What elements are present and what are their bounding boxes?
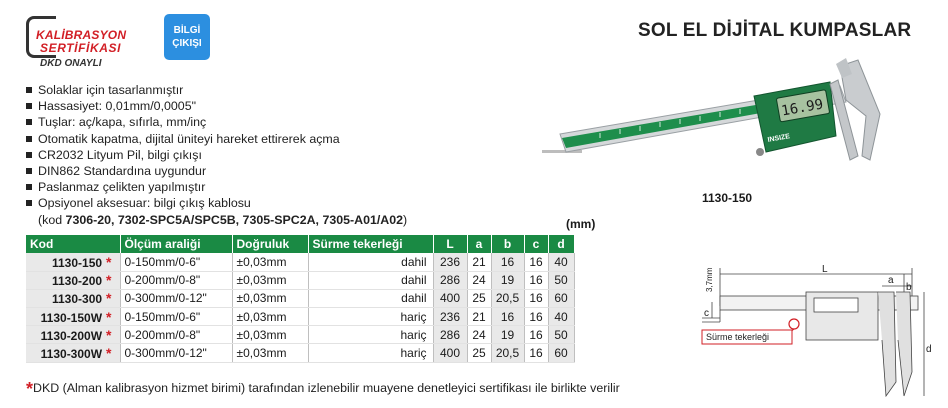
cell-code (26, 289, 120, 307)
cell-code (26, 253, 120, 271)
cell-accuracy: ±0,03mm (232, 271, 308, 289)
cell-accuracy: ±0,03mm (232, 308, 308, 326)
cell-d: 40 (548, 308, 574, 326)
dim-label-a: a (888, 275, 894, 286)
cell-l: 400 (433, 344, 467, 362)
calibration-badge (26, 16, 148, 60)
cell-c: 16 (524, 344, 548, 362)
caliper-product-image (540, 56, 890, 186)
header-L: L (433, 235, 467, 253)
cell-wheel: dahil (308, 289, 433, 307)
feature-list (26, 82, 407, 228)
cell-a: 25 (467, 289, 491, 307)
certificate-star: * (106, 308, 112, 325)
cell-l: 286 (433, 271, 467, 289)
product-code: 1130-200 (51, 274, 103, 289)
data-output-line1: BİLGİ (173, 25, 201, 36)
cell-c: 16 (524, 253, 548, 271)
product-code: 1130-150 (51, 255, 103, 270)
cell-wheel: dahil (308, 271, 433, 289)
brand-logo: INSIZE (767, 133, 791, 144)
cell-d: 40 (548, 253, 574, 271)
header-a: a (467, 235, 491, 253)
product-code: 1130-150W (40, 310, 103, 325)
cell-d: 50 (548, 271, 574, 289)
cell-b: 19 (491, 271, 524, 289)
dim-label-L: L (822, 264, 828, 275)
calibration-title: KALİBRASYON (36, 28, 127, 42)
cell-wheel: hariç (308, 326, 433, 344)
data-output-badge (164, 14, 210, 60)
header-b: b (491, 235, 524, 253)
cell-range: 0-200mm/0-8" (120, 271, 232, 289)
certificate-star: * (106, 326, 112, 343)
footnote (26, 379, 620, 400)
feature-item: Solaklar için tasarlanmıştır (26, 82, 407, 98)
cell-range: 0-150mm/0-6" (120, 308, 232, 326)
dim-label-thickness: 3,7mm (705, 267, 714, 292)
wheel-label: Sürme tekerleği (706, 332, 770, 342)
certificate-star: * (106, 253, 112, 270)
product-code: 1130-200W (40, 328, 103, 343)
feature-item: Hassasiyet: 0,01mm/0,0005" (26, 98, 407, 114)
data-output-line2: ÇIKIŞI (172, 38, 202, 49)
dim-label-d: d (926, 344, 932, 355)
cell-accuracy: ±0,03mm (232, 344, 308, 362)
cell-b: 20,5 (491, 344, 524, 362)
cell-c: 16 (524, 271, 548, 289)
cell-c: 16 (524, 289, 548, 307)
table-row (26, 308, 574, 326)
cell-l: 286 (433, 326, 467, 344)
cell-b: 16 (491, 253, 524, 271)
table-row (26, 326, 574, 344)
cell-d: 60 (548, 289, 574, 307)
spec-table (26, 235, 575, 363)
footnote-text: DKD (Alman kalibrasyon hizmet birimi) tarafından izlenebilir muayene denetleyici sertifikası ile birlikte verilir (33, 381, 620, 395)
footnote-star: * (26, 379, 34, 399)
thumb-wheel (756, 148, 764, 156)
header-code: Kod (26, 235, 120, 253)
table-header-row (26, 235, 574, 253)
model-label: 1130-150 (702, 191, 753, 205)
feature-item: CR2032 Lityum Pil, bilgi çıkışı (26, 147, 407, 163)
certificate-star: * (106, 290, 112, 307)
cell-a: 21 (467, 253, 491, 271)
accessory-codes (26, 212, 407, 228)
cell-a: 24 (467, 326, 491, 344)
cell-code (26, 326, 120, 344)
product-code: 1130-300W (40, 347, 103, 362)
header-accuracy: Doğruluk (232, 235, 308, 253)
cell-wheel: dahil (308, 253, 433, 271)
cell-accuracy: ±0,03mm (232, 289, 308, 307)
product-code: 1130-300 (51, 292, 103, 307)
feature-item: Otomatik kapatma, dijital üniteyi hareket ettirerek açma (26, 131, 407, 147)
cell-d: 50 (548, 326, 574, 344)
header-c: c (524, 235, 548, 253)
cell-accuracy: ±0,03mm (232, 253, 308, 271)
header-range: Ölçüm araliği (120, 235, 232, 253)
table-row (26, 271, 574, 289)
accessory-suffix: ) (403, 212, 408, 227)
cell-code (26, 344, 120, 362)
lcd-reading: 16.99 (780, 96, 825, 120)
header-wheel: Sürme tekerleği (308, 235, 433, 253)
cell-range: 0-300mm/0-12" (120, 289, 232, 307)
cell-accuracy: ±0,03mm (232, 326, 308, 344)
cell-wheel: hariç (308, 308, 433, 326)
feature-item: Opsiyonel aksesuar: bilgi çıkış kablosu (26, 195, 407, 211)
cell-range: 0-150mm/0-6" (120, 253, 232, 271)
cell-a: 25 (467, 344, 491, 362)
certificate-title: SERTİFİKASI (40, 41, 122, 55)
header-d: d (548, 235, 574, 253)
cell-l: 236 (433, 253, 467, 271)
table-row (26, 253, 574, 271)
accessory-code-list: 7306-20, 7302-SPC5A/SPC5B, 7305-SPC2A, 7305-A01/A02 (65, 212, 404, 227)
cell-b: 16 (491, 308, 524, 326)
wheel-marker (789, 319, 799, 329)
cell-l: 236 (433, 308, 467, 326)
certificate-star: * (106, 272, 112, 289)
cell-a: 21 (467, 308, 491, 326)
cell-range: 0-300mm/0-12" (120, 344, 232, 362)
cell-c: 16 (524, 326, 548, 344)
cell-b: 20,5 (491, 289, 524, 307)
table-row (26, 344, 574, 362)
cell-c: 16 (524, 308, 548, 326)
accessory-prefix: (kod (38, 212, 66, 227)
cell-wheel: hariç (308, 344, 433, 362)
certificate-star: * (106, 345, 112, 362)
feature-item: Tuşlar: aç/kapa, sıfırla, mm/inç (26, 114, 407, 130)
cell-a: 24 (467, 271, 491, 289)
feature-item: Paslanmaz çelikten yapılmıştır (26, 179, 407, 195)
dkd-approved: DKD ONAYLI (40, 58, 102, 69)
page-title: SOL EL DİJİTAL KUMPASLAR (638, 20, 912, 41)
cell-code (26, 308, 120, 326)
cell-range: 0-200mm/0-8" (120, 326, 232, 344)
cell-d: 60 (548, 344, 574, 362)
feature-item: DIN862 Standardına uygundur (26, 163, 407, 179)
cell-b: 19 (491, 326, 524, 344)
unit-label: (mm) (566, 217, 596, 231)
dim-label-c: c (704, 308, 709, 319)
cell-code (26, 271, 120, 289)
dimension-diagram (698, 262, 934, 402)
dim-label-b: b (906, 282, 912, 293)
table-row (26, 289, 574, 307)
cell-l: 400 (433, 289, 467, 307)
